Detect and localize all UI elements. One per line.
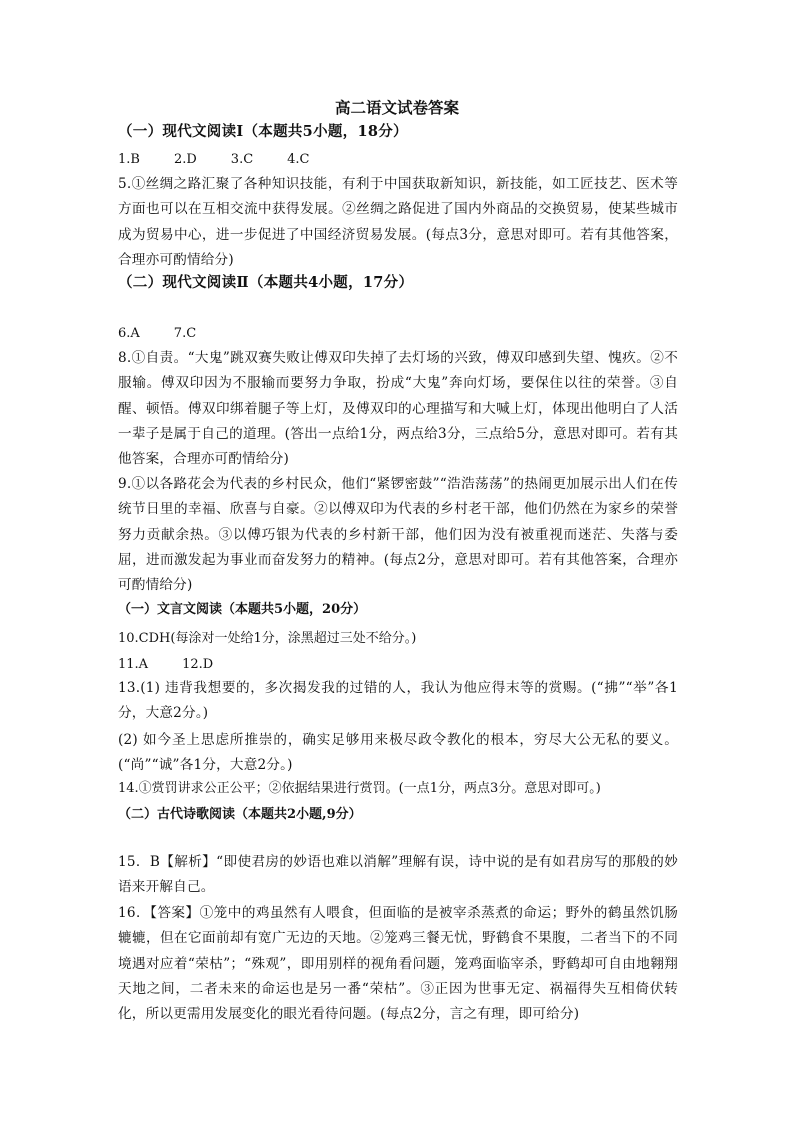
answers-row-1-4 xyxy=(118,150,678,170)
answer-7: 7.C xyxy=(173,326,197,341)
answer-2: 2.D xyxy=(173,152,197,167)
section-heading-modern-reading-2: （二）现代文阅读Ⅱ（本题共4小题，17分） xyxy=(118,274,414,291)
answers-row-11-12 xyxy=(118,655,678,675)
answer-11: 11.A xyxy=(118,657,149,672)
answer-14: 14.①赏罚讲求公正公平；②依据结果进行赏罚。(一点1分，两点3分。意思对即可。) xyxy=(118,781,601,796)
answer-5: 5.①丝绸之路汇聚了各种知识技能，有利于中国获取新知识，新技能，如工匠技艺、医术等方面也可以在互相交流中获得发展。②丝绸之路促进了国内外商品的交换贸易，使某些城市成为贸易中心，进一步促进了中国经济贸易发展。(每点3分，意思对即可。若有其他答案，合理亦可酌情给分) xyxy=(118,176,678,268)
section-heading-modern-reading-1: （一）现代文阅读Ⅰ（本题共5小题，18分） xyxy=(118,123,408,140)
answer-1: 1.B xyxy=(118,152,140,167)
answer-10: 10.CDH(每涂对一处给1分，涂黑超过三处不给分。) xyxy=(118,631,417,646)
section-heading-classical-poetry: （二）古代诗歌阅读（本题共2小题,9分） xyxy=(118,807,362,822)
answer-13-part-2: (2) 如今圣上思虑所推崇的，确实足够用来极尽政令教化的根本，穷尽大公无私的要义。(“尚”“诚”各1分，大意2分。) xyxy=(118,732,678,774)
answer-8: 8.①自责。“大鬼”跳双赛失败让傅双印失掉了去灯场的兴致，傅双印感到失望、愧疚。②不服输。傅双印因为不服输而要努力争取，扮成“大鬼”奔向灯场，要保住以往的荣誉。③自醒、顿悟。傅双印绑着腿子等上灯，及傅双印的心理描写和大喊上灯，体现出他明白了人活一辈子是属于自己的道理。(答出一点给1分，两点给3分，三点给5分，意思对即可。若有其他答案，合理亦可酌情给分) xyxy=(118,350,678,468)
answer-9: 9.①以各路花会为代表的乡村民众，他们“紧锣密鼓”“浩浩荡荡”的热闹更加展示出人们在传统节日里的幸福、欣喜与自豪。②以傅双印为代表的乡村老干部，他们仍然在为家乡的荣誉努力贡献余热。③以傅巧银为代表的乡村新干部，他们因为没有被重视而迷茫、失落与委屈，进而激发起为事业而奋发努力的精神。(每点2分，意思对即可。若有其他答案，合理亦可酌情给分) xyxy=(118,476,678,594)
answer-6: 6.A xyxy=(118,326,140,341)
doc-title: 高二语文试卷答案 xyxy=(334,98,459,117)
answers-row-6-7 xyxy=(118,324,678,344)
answer-12: 12.D xyxy=(182,657,214,672)
answer-15: 15．B【解析】“即使君房的妙语也难以消解”理解有误，诗中说的是有如君房写的那般的妙语来开解自己。 xyxy=(118,854,678,896)
answer-3: 3.C xyxy=(230,152,254,167)
answer-4: 4.C xyxy=(287,152,310,167)
answer-16: 16．【答案】①笼中的鸡虽然有人喂食，但面临的是被宰杀蒸煮的命运；野外的鹤虽然饥肠辘辘，但在它面前却有宽广无边的天地。②笼鸡三餐无忧，野鹤食不果腹，二者当下的不同境遇对应着“荣枯”；“殊观”，即用别样的视角看问题，笼鸡面临宰杀，野鹤却可自由地翱翔天地之间，二者未来的命运也是另一番“荣枯”。③正因为世事无定、祸福得失互相倚伏转化，所以更需用发展变化的眼光看待问题。(每点2分，言之有理，即可给分) xyxy=(118,905,678,1023)
answer-13-part-1: 13.(1) 违背我想要的，多次揭发我的过错的人，我认为他应得末等的赏赐。(“拂”“举”各1分，大意2分。) xyxy=(118,680,678,722)
section-heading-classical-prose: （一）文言文阅读（本题共5小题，20分） xyxy=(118,602,367,617)
